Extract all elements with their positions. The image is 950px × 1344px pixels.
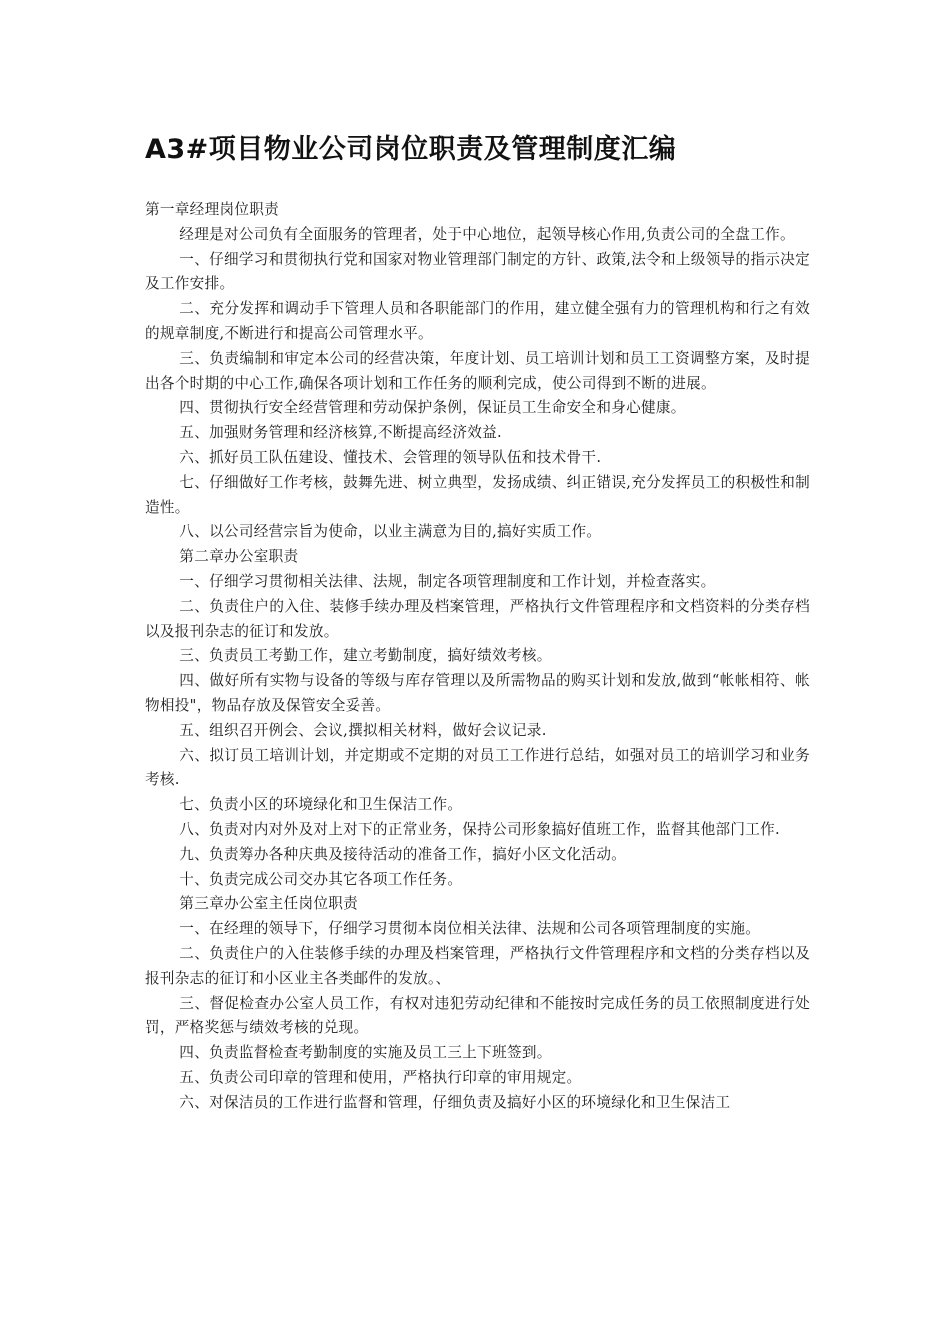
chapter-heading: 第一章经理岗位职责 bbox=[145, 201, 280, 218]
paragraph: 八、负责对内对外及对上对下的正常业务，保持公司形象搞好值班工作，监督其他部门工作. bbox=[179, 820, 780, 838]
paragraph: 六、抓好员工队伍建设、懂技术、会管理的领导队伍和技术骨干. bbox=[179, 448, 602, 466]
paragraph: 五、组织召开例会、会议,撰拟相关材料，做好会议记录. bbox=[179, 721, 547, 739]
paragraph: 七、负责小区的环境绿化和卫生保洁工作。 bbox=[179, 796, 463, 814]
paragraph: 八、以公司经营宗旨为使命，以业主满意为目的,搞好实质工作。 bbox=[179, 523, 602, 541]
paragraph: 五、加强财务管理和经济核算,不断提高经济效益. bbox=[179, 424, 502, 442]
paragraph: 三、负责员工考勤工作，建立考勤制度，搞好绩效考核。 bbox=[179, 647, 552, 665]
paragraph: 七、仔细做好工作考核，鼓舞先进、树立典型，发扬成绩、纠正错误,充分发挥员工的积极性和制造性。 bbox=[145, 473, 810, 516]
paragraph: 经理是对公司负有全面服务的管理者，处于中心地位，起领导核心作用,负责公司的全盘工作。 bbox=[179, 225, 795, 243]
paragraph: 四、贯彻执行安全经营管理和劳动保护条例，保证员工生命安全和身心健康。 bbox=[179, 399, 686, 417]
chapter-heading: 第三章办公室主任岗位职责 bbox=[179, 895, 359, 913]
paragraph: 九、负责筹办各种庆典及接待活动的准备工作，搞好小区文化活动。 bbox=[179, 845, 627, 863]
paragraph: 六、对保洁员的工作进行监督和管理，仔细负责及搞好小区的环境绿化和卫生保洁工 bbox=[179, 1093, 731, 1111]
document-title: A3#项目物业公司岗位职责及管理制度汇编 bbox=[145, 134, 677, 165]
paragraph: 六、拟订员工培训计划，并定期或不定期的对员工工作进行总结，如强对员工的培训学习和业务考核. bbox=[145, 746, 810, 789]
paragraph: 三、督促检查办公室人员工作，有权对违犯劳动纪律和不能按时完成任务的员工依照制度进行处罚，严格奖惩与绩效考核的兑现。 bbox=[145, 994, 810, 1037]
paragraph: 五、负责公司印章的管理和使用，严格执行印章的审用规定。 bbox=[179, 1068, 582, 1086]
paragraph: 十、负责完成公司交办其它各项工作任务。 bbox=[179, 870, 463, 888]
paragraph: 四、做好所有实物与设备的等级与库存管理以及所需物品的购买计划和发放,做到“帐帐相符、帐物相投"，物品存放及保管安全妥善。 bbox=[145, 672, 810, 714]
paragraph: 一、仔细学习贯彻相关法律、法规，制定各项管理制度和工作计划，并检查落实。 bbox=[179, 572, 716, 590]
paragraph: 一、仔细学习和贯彻执行党和国家对物业管理部门制定的方针、政策,法令和上级领导的指示决定及工作安排。 bbox=[145, 250, 810, 293]
paragraph: 三、负责编制和审定本公司的经营决策，年度计划、员工培训计划和员工工资调整方案，及时提出各个时期的中心工作,确保各项计划和工作任务的顺利完成，使公司得到不断的进展。 bbox=[145, 349, 810, 392]
document-body bbox=[145, 198, 810, 1115]
chapter-heading: 第二章办公室职责 bbox=[179, 548, 299, 566]
paragraph: 二、充分发挥和调动手下管理人员和各职能部门的作用，建立健全强有力的管理机构和行之有效的规章制度,不断进行和提高公司管理水平。 bbox=[145, 300, 810, 342]
paragraph: 一、在经理的领导下，仔细学习贯彻本岗位相关法律、法规和公司各项管理制度的实施。 bbox=[179, 920, 761, 938]
paragraph: 四、负责监督检查考勤制度的实施及员工三上下班签到。 bbox=[179, 1044, 552, 1062]
paragraph: 二、负责住户的入住、装修手续办理及档案管理，严格执行文件管理程序和文档资料的分类存档以及报刊杂志的征订和发放。 bbox=[145, 597, 810, 640]
paragraph: 二、负责住户的入住装修手续的办理及档案管理，严格执行文件管理程序和文档的分类存档以及报刊杂志的征订和小区业主各类邮件的发放。、 bbox=[145, 944, 810, 987]
